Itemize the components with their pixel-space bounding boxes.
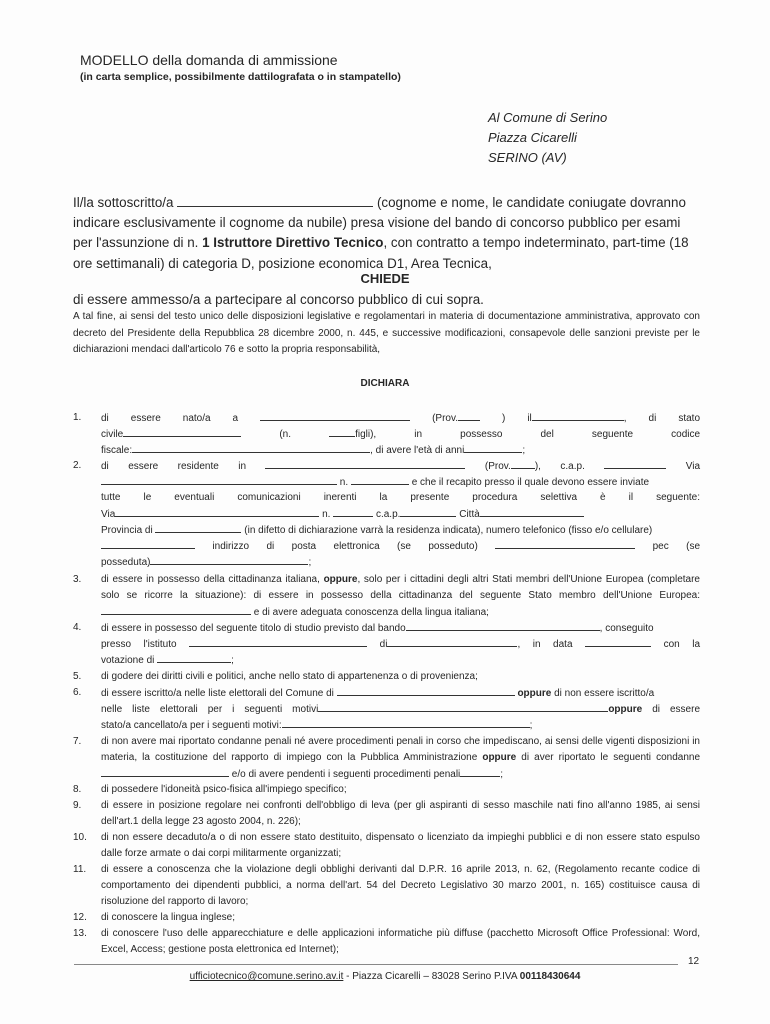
item-text: e/o di avere pendenti i seguenti procedimenti penali [231, 769, 461, 781]
municipality-blank[interactable] [337, 685, 515, 696]
intro-text: , con contratto a tempo indeterminato, part-time (18 ore settimanali) di categoria D, posizione economica D1, Area Tecnica, [73, 235, 689, 271]
item-text: (in difetto di dichiarazione varrà la residenza indicata), numero telefonico (fisso e/o cellulare) [244, 525, 653, 536]
item-line [101, 717, 700, 734]
item-text: fiscale: [101, 445, 133, 456]
footer-address: - Piazza Cicarelli – 83028 Serino P.IVA [343, 971, 520, 982]
item-line [101, 506, 700, 523]
contact-postcode-blank[interactable] [400, 506, 456, 517]
item-line [101, 685, 700, 702]
birthdate-blank[interactable] [532, 410, 624, 421]
item-text: del [540, 429, 554, 440]
item-text: il [527, 413, 532, 424]
dichiara-heading: DICHIARA [360, 378, 410, 389]
item-text: , conseguito [599, 623, 654, 634]
item-text: pec [652, 541, 669, 552]
item-text: in [414, 429, 423, 440]
footer [0, 971, 770, 982]
item-text-block [101, 734, 700, 783]
recipient-line-2: Piazza Cicarelli [488, 130, 577, 145]
fullname-blank[interactable] [177, 196, 373, 207]
emphasis-text: oppure [517, 688, 552, 699]
item-text: n. [339, 477, 349, 488]
item-text: stato [678, 413, 701, 424]
chiede-text: di essere ammesso/a a partecipare al concorso pubblico di cui sopra. [73, 292, 484, 307]
item-text: di essere in possesso della cittadinanza italiana, [101, 574, 320, 585]
cancellation-blank[interactable] [282, 717, 530, 728]
item-number: 6. [73, 687, 82, 698]
children-blank[interactable] [329, 426, 355, 437]
item-line [101, 410, 700, 427]
grade-blank[interactable] [157, 652, 231, 663]
item-text: ; [529, 720, 533, 731]
age-blank[interactable] [464, 442, 522, 453]
chiede-heading: CHIEDE [360, 271, 410, 286]
institute-blank[interactable] [189, 636, 367, 647]
item-line [101, 426, 700, 443]
item-text: (Prov. [484, 461, 511, 472]
item-text: di essere [652, 704, 700, 715]
item-text: Via [101, 509, 116, 520]
street-number-blank[interactable] [351, 474, 409, 485]
item-text: di essere residente in [101, 461, 247, 472]
item-line [101, 538, 700, 555]
item-text: n. [322, 509, 331, 520]
item-text: e di avere adeguata conoscenza della lingua italiana; [253, 607, 489, 619]
item-line [101, 652, 700, 669]
item-line [101, 636, 700, 653]
item-text: di godere dei diritti civili e politici, anche nello stato di appartenenza o di provenienza; [101, 671, 478, 682]
contact-street-blank[interactable] [115, 506, 319, 517]
street-blank[interactable] [101, 474, 337, 485]
footer-vat-number: 00118430644 [519, 971, 581, 982]
item-line [101, 474, 700, 491]
item-text: di non essere decaduto/a o di non essere stato destituito, dispensato o licenziato da impieghi pubblici e di non essere stato espulso dalle forze armate o dai corpi militarmente organizzati; [101, 832, 700, 860]
item-text: Provincia di [101, 525, 153, 536]
item-text: votazione di [101, 655, 155, 666]
item-text: indirizzo di posta elettronica (se posseduto) [212, 541, 478, 552]
item-text: di non avere mai riportato condanne penali né avere procedimenti penali in corso che impediscano, ai sensi delle vigenti disposizioni in materia, la costituzione del rapporto di impiego con la Pubblica Amministrazione [101, 736, 700, 764]
city-blank[interactable] [480, 506, 584, 517]
item-line [101, 522, 700, 539]
item-text: posseduta) [101, 557, 151, 568]
item-text: ), [534, 461, 541, 472]
item-text: ; [522, 445, 526, 456]
convictions-blank[interactable] [101, 766, 229, 777]
residence-blank[interactable] [265, 458, 465, 469]
position-title: 1 Istruttore Direttivo Tecnico [202, 235, 384, 251]
item-text: c.a.p. [375, 509, 401, 520]
item-text: di possedere l'idoneità psico-fisica all'impiego specifico; [101, 784, 347, 795]
degree-date-blank[interactable] [585, 636, 651, 647]
pec-blank[interactable] [150, 554, 308, 565]
item-number: 3. [73, 574, 82, 585]
civil-status-blank[interactable] [123, 426, 241, 437]
item-text: c.a.p. [560, 461, 585, 472]
item-text: codice [671, 429, 701, 440]
item-text: ) [502, 413, 506, 424]
tax-code-blank[interactable] [132, 442, 370, 453]
page-number: 12 [688, 956, 700, 967]
item-number: 1. [73, 412, 82, 423]
phone-blank[interactable] [101, 538, 195, 549]
eu-state-blank[interactable] [101, 604, 251, 615]
item-number: 2. [73, 460, 82, 471]
item-text: ; [500, 769, 504, 781]
proceedings-blank[interactable] [460, 766, 500, 777]
institute-city-blank[interactable] [387, 636, 517, 647]
emphasis-text: oppure [323, 574, 358, 585]
item-number: 13. [73, 928, 87, 939]
item-line [101, 701, 700, 718]
item-number: 11. [73, 864, 87, 875]
item-text: di essere iscritto/a nelle liste elettorali del Comune di [101, 688, 334, 699]
item-text: di [648, 413, 657, 424]
item-text: , in data [517, 639, 573, 650]
province-name-blank[interactable] [155, 522, 241, 533]
birthplace-blank[interactable] [260, 410, 410, 421]
item-text: tutte le eventuali comunicazioni inerenti la presente procedura selettiva è il seguente: [101, 492, 700, 503]
postcode-blank[interactable] [604, 458, 666, 469]
item-text: (n. [279, 429, 291, 440]
province-blank[interactable] [458, 410, 480, 421]
item-line [101, 442, 700, 459]
degree-blank[interactable] [406, 620, 600, 631]
item-text: di essere in possesso del seguente titolo di studio previsto dal bando [101, 623, 406, 634]
item-text: di aver riportato le seguenti condanne [521, 752, 701, 764]
province-blank[interactable] [511, 458, 535, 469]
footer-email-link[interactable]: ufficiotecnico@comune.serino.av.it [189, 971, 344, 982]
footer-divider [74, 964, 678, 965]
item-text: figli), [355, 429, 377, 440]
item-text: di conoscere la lingua inglese; [101, 912, 235, 923]
item-text: di non essere iscritto/a [554, 688, 655, 699]
item-number: 8. [73, 784, 82, 795]
item-text: , [623, 413, 627, 424]
item-text: (se [686, 541, 701, 552]
declaration-intro: A tal fine, ai sensi del testo unico delle disposizioni legislative e regolamentari in materia di documentazione amministrativa, approvato con decreto del Presidente della Repubblica 28 dicembre 2000, n. 445, e successive modificazioni, consapevole delle sanzioni previste per le dichiarazioni mendaci dall'articolo 76 e sotto la propria responsabilità, [73, 311, 700, 355]
item-number: 7. [73, 736, 82, 747]
recipient-line-3: SERINO (AV) [488, 150, 567, 165]
item-number: 9. [73, 800, 82, 811]
form-subtitle: (in carta semplice, possibilmente dattilografata o in stampatello) [80, 71, 401, 83]
intro-paragraph [73, 193, 700, 274]
item-number: 5. [73, 671, 82, 682]
item-text: di essere nato/a a [101, 413, 239, 424]
intro-text: (cognome e nome, le candidate coniugate dovranno indicare esclusivamente il cognome da nubile) presa visione del bando di concorso pubblico per esami per l'assunzione di n. [73, 195, 686, 251]
item-text: civile [101, 429, 124, 440]
item-text: di [379, 639, 388, 650]
item-number: 12. [73, 912, 87, 923]
item-text: ; [308, 557, 312, 568]
item-text: di essere in posizione regolare nei confronti dell'obbligo di leva (per gli aspiranti di sesso maschile nati fino all'anno 1985, ai sensi dell'art.1 della legge 23 agosto 2004, n. 226); [101, 800, 700, 828]
contact-number-blank[interactable] [333, 506, 373, 517]
item-text: ; [231, 655, 234, 666]
item-text: possesso [460, 429, 503, 440]
item-text: , solo per i cittadini degli altri Stati membri dell'Unione Europea (completare solo se ricorre la situazione): di essere in possesso della cittadinanza del seguente Stato membro dell'Unione Europea: [101, 574, 700, 602]
item-text: di essere a conoscenza che la violazione degli obblighi derivanti dal D.P.R. 16 aprile 2013, n. 62, (Regolamento recante codice di comportamento dei dipendenti pubblici, a norma dell'art. 54 del Decreto Legislativo 30 marzo 2001, n. 165) costituisce causa di risoluzione del rapporto di lavoro; [101, 864, 700, 908]
recipient-line-1: Al Comune di Serino [488, 110, 608, 125]
emphasis-text: oppure [482, 752, 517, 764]
item-text: Città [459, 509, 480, 520]
item-number: 10. [73, 832, 87, 843]
emphasis-text: oppure [608, 704, 643, 715]
item-text: con la [663, 639, 701, 650]
item-text: , di avere l'età di anni [370, 445, 465, 456]
form-title: MODELLO della domanda di ammissione [80, 52, 338, 68]
item-line [101, 490, 700, 506]
item-line [101, 458, 700, 475]
email-blank[interactable] [495, 538, 635, 549]
item-text: (Prov. [432, 413, 459, 424]
item-text: e che il recapito presso il quale devono essere inviate [411, 477, 650, 488]
item-text: di conoscere l'uso delle apparecchiature e delle applicazioni informatiche più diffuse (pacchetto Microsoft Office Professional: Word, Excel, Access; gestione posta elettronica ed Internet); [101, 928, 700, 956]
item-line [101, 554, 700, 571]
item-line [101, 620, 700, 637]
intro-text: Il/la sottoscritto/a [73, 195, 174, 210]
item-text: stato/a cancellato/a per i seguenti motivi: [101, 720, 282, 731]
item-text: seguente [591, 429, 634, 440]
item-text: Via [685, 461, 701, 472]
item-text: presso l'istituto [101, 639, 177, 650]
item-text-block [101, 572, 700, 621]
reasons-blank[interactable] [318, 701, 608, 712]
item-number: 4. [73, 622, 82, 633]
item-text: nelle liste elettorali per i seguenti motivi [101, 704, 319, 715]
